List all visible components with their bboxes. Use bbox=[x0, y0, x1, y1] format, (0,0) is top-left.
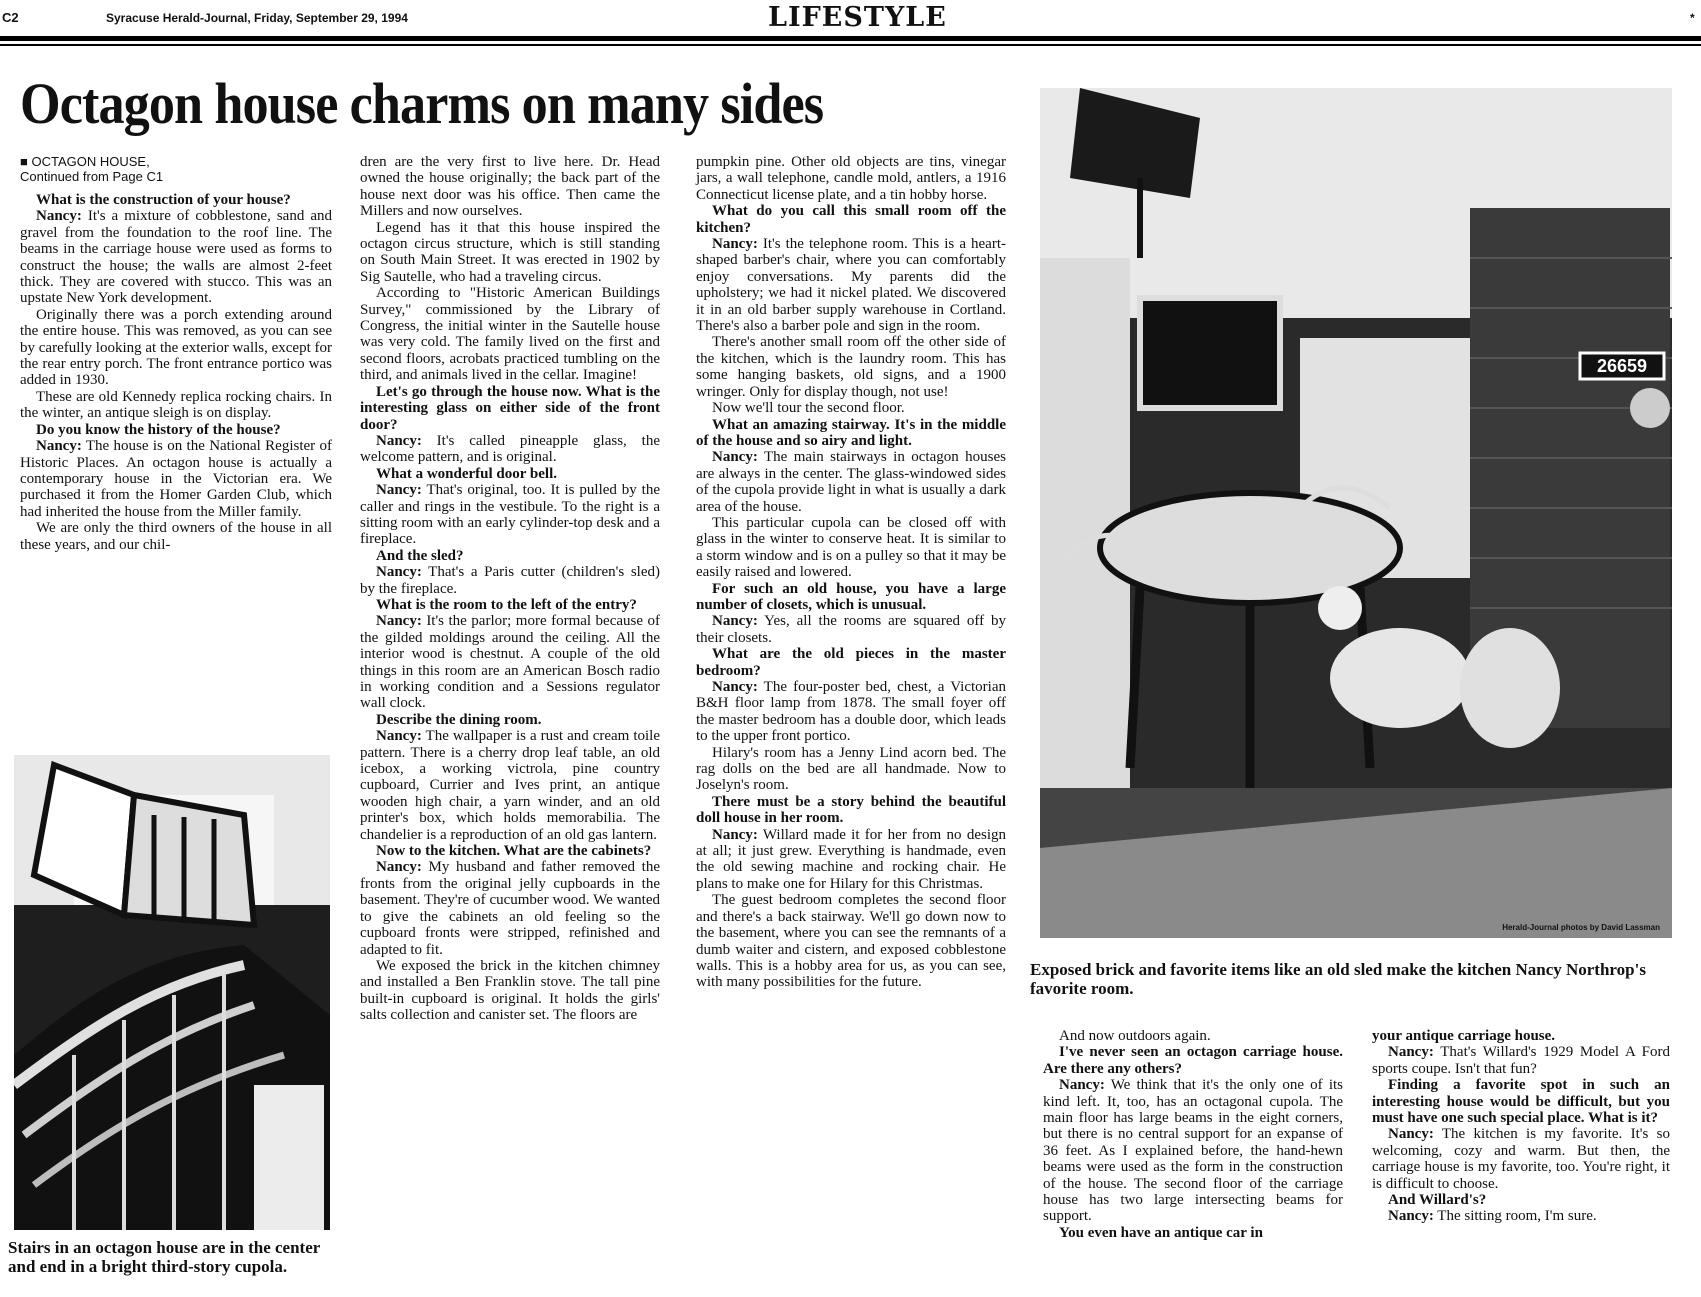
paragraph-text: We are only the third owners of the house in all these years, and our chil- bbox=[20, 520, 332, 553]
article-paragraph bbox=[696, 154, 1006, 203]
paragraph-text: Hilary's room has a Jenny Lind acorn bed. The rag dolls on the bed are all handmade. Now to Joselyn's room. bbox=[696, 744, 1006, 794]
headline-block bbox=[20, 72, 980, 136]
article-paragraph bbox=[696, 334, 1006, 400]
paragraph-text: Legend has it that this house inspired the octagon circus structure, which is still standing on South Main Street. It was erected in 1902 by Sig Sautelle, who had a traveling circus. bbox=[360, 219, 660, 285]
speaker-label: Nancy: bbox=[712, 679, 758, 695]
interview-answer bbox=[360, 564, 660, 597]
paragraph-text: This particular cupola can be closed off with glass in the winter to conserve heat. It is similar to a storm window and is on a pulley so that it may be easily raised and lowered. bbox=[696, 514, 1006, 581]
paragraph-text: We think that it's the only one of its kind left. It, too, has an octagonal cupola. The main floor has large beams in the eight corners, but there is no central support for an expanse of 36 feet. As I explained before, the hand-hewn beams were used as the form in the construction of the house. The second floor of the carriage house has two large intersecting beams for support. bbox=[1043, 1077, 1343, 1225]
header-rule-thin bbox=[0, 44, 1701, 46]
article-column-5 bbox=[1372, 1028, 1670, 1225]
section-title: LIFESTYLE bbox=[768, 2, 947, 33]
paragraph-text: That's a Paris cutter (children's sled) by the fireplace. bbox=[360, 564, 660, 597]
interview-answer bbox=[696, 236, 1006, 334]
jump-label: ■ OCTAGON HOUSE, bbox=[20, 154, 150, 169]
paragraph-text: The kitchen is my favorite. It's so welcoming, cozy and warm. But then, the carriage house is my favorite, too. You're right, it is difficult to choose. bbox=[1372, 1126, 1670, 1192]
interview-answer bbox=[360, 728, 660, 843]
interview-answer bbox=[696, 827, 1006, 893]
speaker-label: Nancy: bbox=[1388, 1044, 1434, 1061]
interview-question bbox=[1372, 1077, 1670, 1126]
paragraph-text: your antique carriage house. bbox=[1372, 1028, 1556, 1044]
speaker-label: Nancy: bbox=[36, 438, 82, 455]
article-paragraph bbox=[360, 220, 660, 286]
interview-answer bbox=[20, 438, 332, 520]
interview-question bbox=[1043, 1225, 1343, 1241]
interview-answer bbox=[20, 208, 332, 306]
interview-question bbox=[696, 203, 1006, 236]
column-1-text bbox=[20, 192, 332, 553]
paragraph-text: dren are the very first to live here. Dr. Head owned the house originally; the back part of the house next door was his office. Then came the Millers and now ourselves. bbox=[360, 154, 660, 220]
interview-answer bbox=[360, 482, 660, 548]
photo-credit: Herald-Journal photos by David Lassman bbox=[1502, 923, 1660, 932]
interview-question bbox=[1372, 1192, 1670, 1208]
article-paragraph bbox=[360, 285, 660, 383]
speaker-label: Nancy: bbox=[376, 564, 422, 581]
interview-question bbox=[696, 794, 1006, 827]
speaker-label: Nancy: bbox=[376, 859, 422, 876]
interview-question bbox=[360, 384, 660, 433]
article-paragraph bbox=[20, 389, 332, 422]
speaker-label: Nancy: bbox=[1388, 1126, 1434, 1143]
paragraph-text: According to "Historic American Buildings Survey," commissioned by the Library of Congress, the initial winter in the Sautelle house was very cold. The family lived on the first and second floors, acrobats practiced tumbling on the third, and animals lived in the cellar. Imagine! bbox=[360, 285, 660, 384]
paragraph-text: What is the construction of your house? bbox=[36, 192, 291, 208]
interview-answer bbox=[696, 613, 1006, 646]
paragraph-text: And Willard's? bbox=[1388, 1192, 1487, 1209]
paragraph-text: There's another small room off the other side of the kitchen, which is the laundry room. This has some hanging baskets, old signs, and a 1900 wringer. Only for display though, not use! bbox=[696, 334, 1006, 400]
article-paragraph bbox=[20, 307, 332, 389]
column-4-text bbox=[1043, 1028, 1343, 1241]
paragraph-text: Finding a favorite spot in such an interesting house would be difficult, but you must have one such special place. What is it? bbox=[1372, 1077, 1670, 1127]
article-column-2 bbox=[360, 154, 660, 1024]
paragraph-text: There must be a story behind the beautiful doll house in her room. bbox=[696, 793, 1006, 827]
article-paragraph bbox=[20, 520, 332, 553]
kitchen-photo bbox=[1040, 88, 1672, 938]
speaker-label: Nancy: bbox=[376, 728, 422, 745]
license-plate-text: 26659 bbox=[1596, 356, 1648, 376]
paragraph-text: The sitting room, I'm sure. bbox=[1433, 1208, 1597, 1225]
speaker-label: Nancy: bbox=[376, 482, 422, 499]
paragraph-text: What an amazing stairway. It's in the middle of the house and so airy and light. bbox=[696, 416, 1006, 449]
paragraph-text: What is the room to the left of the entry? bbox=[376, 596, 637, 613]
paragraph-text: Let's go through the house now. What is the interesting glass on either side of the front door? bbox=[360, 383, 660, 433]
paragraph-text: What do you call this small room off the kitchen? bbox=[696, 203, 1006, 236]
article-paragraph bbox=[360, 958, 660, 1024]
article-paragraph bbox=[696, 400, 1006, 416]
speaker-label: Nancy: bbox=[1388, 1208, 1434, 1225]
interview-answer bbox=[360, 613, 660, 711]
interview-question bbox=[696, 581, 1006, 614]
kitchen-photo-image bbox=[1040, 88, 1672, 938]
paragraph-text: It's the telephone room. This is a heart-shaped barber's chair, where you can comfortably enjoy conversations. My parents did the upholstery; we had it nickel plated. We discovered it in an old barber supply warehouse in Cortland. There's also a barber pole and sign in the room. bbox=[696, 236, 1006, 335]
interview-question bbox=[696, 646, 1006, 679]
paragraph-text: Originally there was a porch extending around the entire house. This was removed, as you can see by carefully looking at the exterior walls, except for the rear entry porch. The front entrance portico was added in 1930. bbox=[20, 306, 332, 389]
interview-question bbox=[360, 597, 660, 613]
interview-answer bbox=[1372, 1044, 1670, 1077]
kitchen-photo-caption: Exposed brick and favorite items like an old sled make the kitchen Nancy Northrop's favorite room. bbox=[1030, 960, 1646, 998]
paragraph-text: It's called pineapple glass, the welcome pattern, and is original. bbox=[360, 432, 660, 466]
paragraph-text: Now we'll tour the second floor. bbox=[712, 400, 905, 417]
interview-answer bbox=[1043, 1077, 1343, 1225]
interview-answer bbox=[696, 679, 1006, 745]
header-mark: * bbox=[1690, 11, 1695, 25]
interview-question bbox=[1043, 1044, 1343, 1077]
article-paragraph bbox=[1043, 1028, 1343, 1044]
interview-question bbox=[360, 548, 660, 564]
stairs-photo-image bbox=[14, 755, 330, 1230]
paragraph-text: The wallpaper is a rust and cream toile pattern. There is a cherry drop leaf table, an old icebox, a working victrola, pine country cupboard, Currier and Ives print, an antique wooden high chair, a yarn winder, and an old printer's box, which holds memorabilia. The chandelier is a reproduction of an old gas lantern. bbox=[360, 728, 660, 843]
speaker-label: Nancy: bbox=[36, 208, 82, 225]
paragraph-text: You even have an antique car in bbox=[1059, 1224, 1263, 1241]
paragraph-text: We exposed the brick in the kitchen chimney and installed a Ben Franklin stove. The tall pine built-in cupboard is original. It holds the girls' salts collection and canister set. The floors are bbox=[360, 957, 660, 1024]
article-paragraph bbox=[360, 154, 660, 220]
interview-question bbox=[360, 466, 660, 482]
paragraph-text: What are the old pieces in the master bedroom? bbox=[696, 646, 1006, 679]
paragraph-text: My husband and father removed the fronts from the original jelly cupboards in the basement. They're of cucumber wood. We wanted to give the cabinets an old feeling so the cupboard fronts were stripped, refinished and adapted to fit. bbox=[360, 859, 660, 958]
speaker-label: Nancy: bbox=[376, 613, 422, 630]
paragraph-text: The guest bedroom completes the second floor and there's a back stairway. We'll go down now to the basement, where you can see the remnants of a dumb waiter and cistern, and exposed cobblestone walls. This is a hobby area for us, as you can see, with many possibilities for the future. bbox=[696, 892, 1006, 991]
interview-answer bbox=[360, 859, 660, 957]
paragraph-text: These are old Kennedy replica rocking chairs. In the winter, an antique sleigh is on display. bbox=[20, 388, 332, 422]
paragraph-text: Describe the dining room. bbox=[376, 711, 542, 728]
column-5-text bbox=[1372, 1028, 1670, 1225]
speaker-label: Nancy: bbox=[712, 236, 758, 253]
paragraph-text: The main stairways in octagon houses are always in the center. The glass-windowed sides of the cupola provide light in what is usually a dark area of the house. bbox=[696, 449, 1006, 515]
paragraph-text: Willard made it for her from no design at all; it just grew. Everything is handmade, even the old sewing machine and rocking chair. He plans to make one for Hilary for this Christmas. bbox=[696, 826, 1006, 892]
header-rule-thick bbox=[0, 36, 1701, 41]
interview-answer bbox=[360, 433, 660, 466]
speaker-label: Nancy: bbox=[1059, 1077, 1105, 1094]
paragraph-text: I've never seen an octagon carriage house. Are there any others? bbox=[1043, 1044, 1343, 1077]
paragraph-text: Yes, all the rooms are squared off by their closets. bbox=[696, 613, 1006, 646]
stairs-photo-caption: Stairs in an octagon house are in the center and end in a bright third-story cupola. bbox=[8, 1238, 320, 1276]
speaker-label: Nancy: bbox=[712, 613, 758, 630]
interview-answer bbox=[1372, 1126, 1670, 1192]
interview-question bbox=[20, 422, 332, 438]
speaker-label: Nancy: bbox=[376, 432, 422, 449]
paragraph-text: It's the parlor; more formal because of the gilded moldings around the ceiling. All the interior wood is chestnut. A couple of the old things in this room are an American Bosch radio in working condition and a Sessions regulator wall clock. bbox=[360, 613, 660, 712]
speaker-label: Nancy: bbox=[712, 449, 758, 466]
speaker-label: Nancy: bbox=[712, 826, 758, 843]
dateline: Syracuse Herald-Journal, Friday, September 29, 1994 bbox=[106, 11, 408, 25]
headline: Octagon house charms on many sides bbox=[20, 71, 824, 136]
interview-question bbox=[360, 712, 660, 728]
stairs-photo bbox=[14, 755, 330, 1230]
paragraph-text: Do you know the history of the house? bbox=[36, 421, 281, 438]
article-column-1 bbox=[20, 154, 332, 553]
column-2-text bbox=[360, 154, 660, 1024]
interview-question bbox=[696, 417, 1006, 450]
paragraph-text: Now to the kitchen. What are the cabinets? bbox=[376, 843, 652, 860]
paragraph-text: And now outdoors again. bbox=[1059, 1028, 1211, 1044]
interview-question bbox=[20, 192, 332, 208]
paragraph-text: It's a mixture of cobblestone, sand and gravel from the foundation to the roof line. The beams in the carriage house were used as forms to construct the house; the walls are almost 2-feet thick. They are covered with stucco. This was an upstate New York development. bbox=[20, 208, 332, 307]
paragraph-text: What a wonderful door bell. bbox=[376, 465, 557, 482]
article-paragraph bbox=[696, 745, 1006, 794]
paragraph-text: For such an old house, you have a large number of closets, which is unusual. bbox=[696, 580, 1006, 613]
article-paragraph bbox=[696, 892, 1006, 990]
article-column-3 bbox=[696, 154, 1006, 991]
paragraph-text: That's original, too. It is pulled by the caller and rings in the vestibule. To the right is a sitting room with an early cylinder-top desk and a fireplace. bbox=[360, 482, 660, 548]
article-column-4 bbox=[1043, 1028, 1343, 1241]
jump-continued: Continued from Page C1 bbox=[20, 169, 164, 184]
paragraph-text: That's Willard's 1929 Model A Ford sports coupe. Isn't that fun? bbox=[1372, 1044, 1670, 1077]
interview-question bbox=[1372, 1028, 1670, 1044]
paragraph-text: pumpkin pine. Other old objects are tins, vinegar jars, a wall telephone, candle mold, antlers, a 1916 Connecticut license plate, and a tin hobby horse. bbox=[696, 154, 1006, 203]
interview-answer bbox=[696, 449, 1006, 515]
paragraph-text: The four-poster bed, chest, a Victorian B&H floor lamp from 1878. The small foyer off the master bedroom has a double door, which leads to the upper front portico. bbox=[696, 679, 1006, 745]
interview-answer bbox=[1372, 1208, 1670, 1224]
page-number: C2 bbox=[2, 10, 19, 25]
column-3-text bbox=[696, 154, 1006, 991]
paragraph-text: The house is on the National Register of Historic Places. An octagon house is actually a contemporary house in the Victorian era. We purchased it from the Homer Garden Club, which had inherited the house from the Miller family. bbox=[20, 438, 332, 520]
article-paragraph bbox=[696, 515, 1006, 581]
interview-question bbox=[360, 843, 660, 859]
paragraph-text: And the sled? bbox=[376, 547, 464, 564]
